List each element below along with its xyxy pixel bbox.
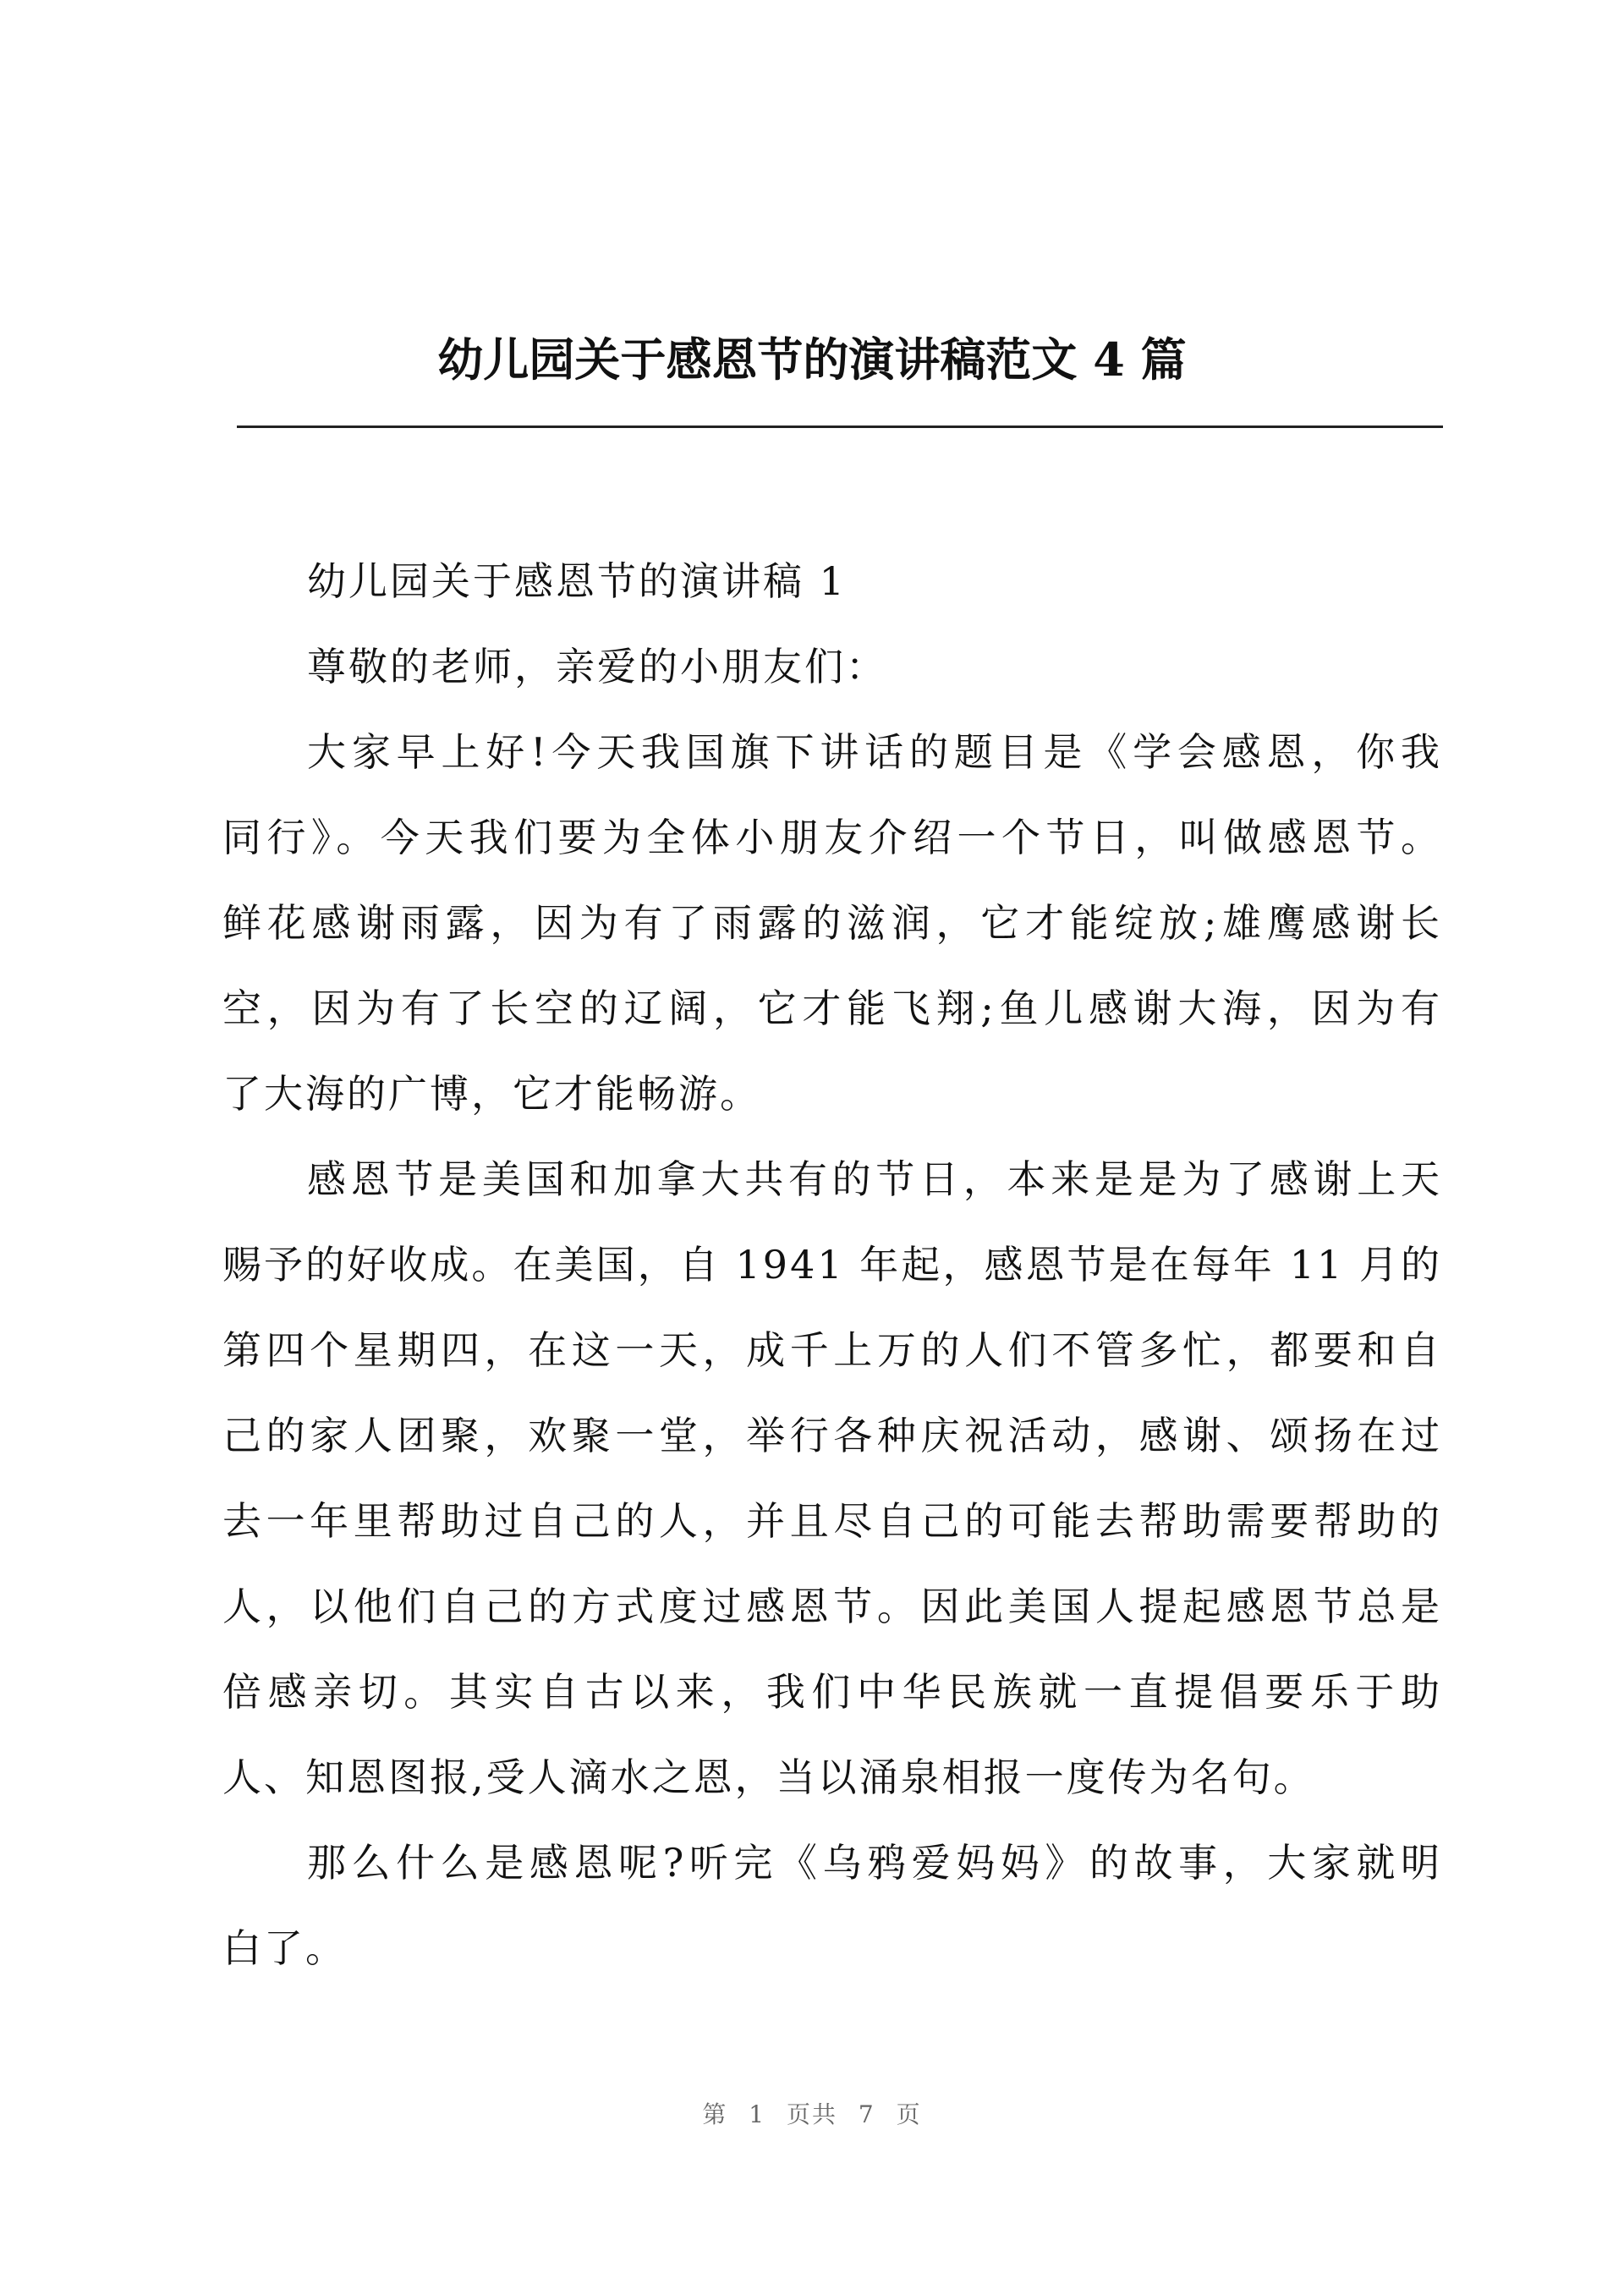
text-line: 空，因为有了长空的辽阔，它才能飞翔;鱼儿感谢大海，因为有 — [222, 986, 1442, 1031]
paragraph — [222, 1820, 1442, 1991]
text-line: 白了。 — [222, 1925, 347, 1971]
text-line: 人、知恩图报,受人滴水之恩，当以涌泉相报一度传为名句。 — [222, 1754, 1315, 1800]
paragraph — [222, 710, 1442, 1137]
paragraph — [222, 539, 1442, 624]
text-line: 大家早上好!今天我国旗下讲话的题目是《学会感恩，你我 — [307, 729, 1442, 775]
text-line: 了大海的广博，它才能畅游。 — [222, 1071, 761, 1117]
text-line: 第四个星期四，在这一天，成千上万的人们不管多忙，都要和自 — [222, 1327, 1442, 1373]
text-line: 幼儿园关于感恩节的演讲稿 1 — [307, 558, 847, 604]
paragraph — [222, 624, 1442, 710]
text-line: 鲜花感谢雨露，因为有了雨露的滋润，它才能绽放;雄鹰感谢长 — [222, 900, 1442, 946]
text-line: 感恩节是美国和加拿大共有的节日，本来是是为了感谢上天 — [307, 1156, 1442, 1202]
document-title: 幼儿园关于感恩节的演讲稿范文 4 篇 — [437, 332, 1187, 387]
page-footer: 第 1 页共 7 页 — [702, 2100, 922, 2128]
text-line: 人，以他们自己的方式度过感恩节。因此美国人提起感恩节总是 — [222, 1584, 1442, 1629]
text-line: 同行》。今天我们要为全体小朋友介绍一个节日，叫做感恩节。 — [222, 815, 1442, 860]
text-line: 尊敬的老师，亲爱的小朋友们： — [307, 644, 887, 689]
text-line: 赐予的好收成。在美国，自 1941 年起，感恩节是在每年 11 月的 — [222, 1242, 1442, 1288]
text-line: 倍感亲切。其实自古以来，我们中华民族就一直提倡要乐于助 — [222, 1669, 1442, 1715]
title-divider — [237, 426, 1443, 432]
document-body — [222, 539, 1442, 1991]
text-line: 己的家人团聚，欢聚一堂，举行各种庆祝活动，感谢、颂扬在过 — [222, 1413, 1442, 1458]
text-line: 那么什么是感恩呢?听完《乌鸦爱妈妈》的故事，大家就明 — [307, 1840, 1442, 1886]
paragraph — [222, 1137, 1442, 1820]
text-line: 去一年里帮助过自己的人，并且尽自己的可能去帮助需要帮助的 — [222, 1498, 1442, 1544]
